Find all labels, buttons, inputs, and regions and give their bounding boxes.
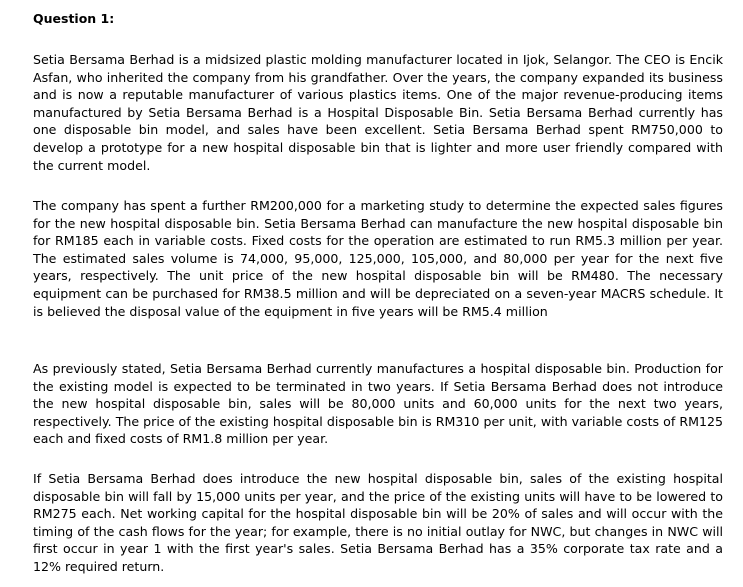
- paragraph-cannibalization-nwc: If Setia Bersama Berhad does introduce the new hospital disposable bin, sales of the existing hospital disposable bin will fall by 15,000 units per year, and the price of the existing units will have to be lowered to RM275 each. Net working capital for the hospital disposable bin will be 20% of sales and will occur with the timing of the cash flows for the year; for example, there is no initial outlay for NWC, but changes in NWC will first occur in year 1 with the first year's sales. Setia Bersama Berhad has a 35% corporate tax rate and a 12% required return.: [33, 471, 723, 574]
- paragraph-existing-product: As previously stated, Setia Bersama Berhad currently manufactures a hospital disposable bin. Production for the existing model is expected to be terminated in two years. If Setia Bersama Berhad does not introduce the new hospital disposable bin, sales will be 80,000 units and 60,000 units for the next two years, respectively. The price of the existing hospital disposable bin is RM310 per unit, with variable costs of RM125 each and fixed costs of RM1.8 million per year.: [33, 361, 723, 447]
- paragraph-new-product-costs: The company has spent a further RM200,000 for a marketing study to determine the expected sales figures for the new hospital disposable bin. Setia Bersama Berhad can manufacture the new hospital disposable bin for RM185 each in variable costs. Fixed costs for the operation are estimated to run RM5.3 million per year. The estimated sales volume is 74,000, 95,000, 125,000, 105,000, and 80,000 per year for the next five years, respectively. The unit price of the new hospital disposable bin will be RM480. The necessary equipment can be purchased for RM38.5 million and will be depreciated on a seven-year MACRS schedule. It is believed the disposal value of the equipment in five years will be RM5.4 million: [33, 198, 723, 319]
- paragraph-company-background: Setia Bersama Berhad is a midsized plastic molding manufacturer located in Ijok, Selangor. The CEO is Encik Asfan, who inherited the company from his grandfather. Over the years, the company expanded its business and is now a reputable manufacturer of various plastics items. One of the major revenue-producing items manufactured by Setia Bersama Berhad is a Hospital Disposable Bin. Setia Bersama Berhad currently has one disposable bin model, and sales have been excellent. Setia Bersama Berhad spent RM750,000 to develop a prototype for a new hospital disposable bin that is lighter and more user friendly compared with the current model.: [33, 52, 723, 173]
- question-heading: Question 1:: [33, 11, 115, 26]
